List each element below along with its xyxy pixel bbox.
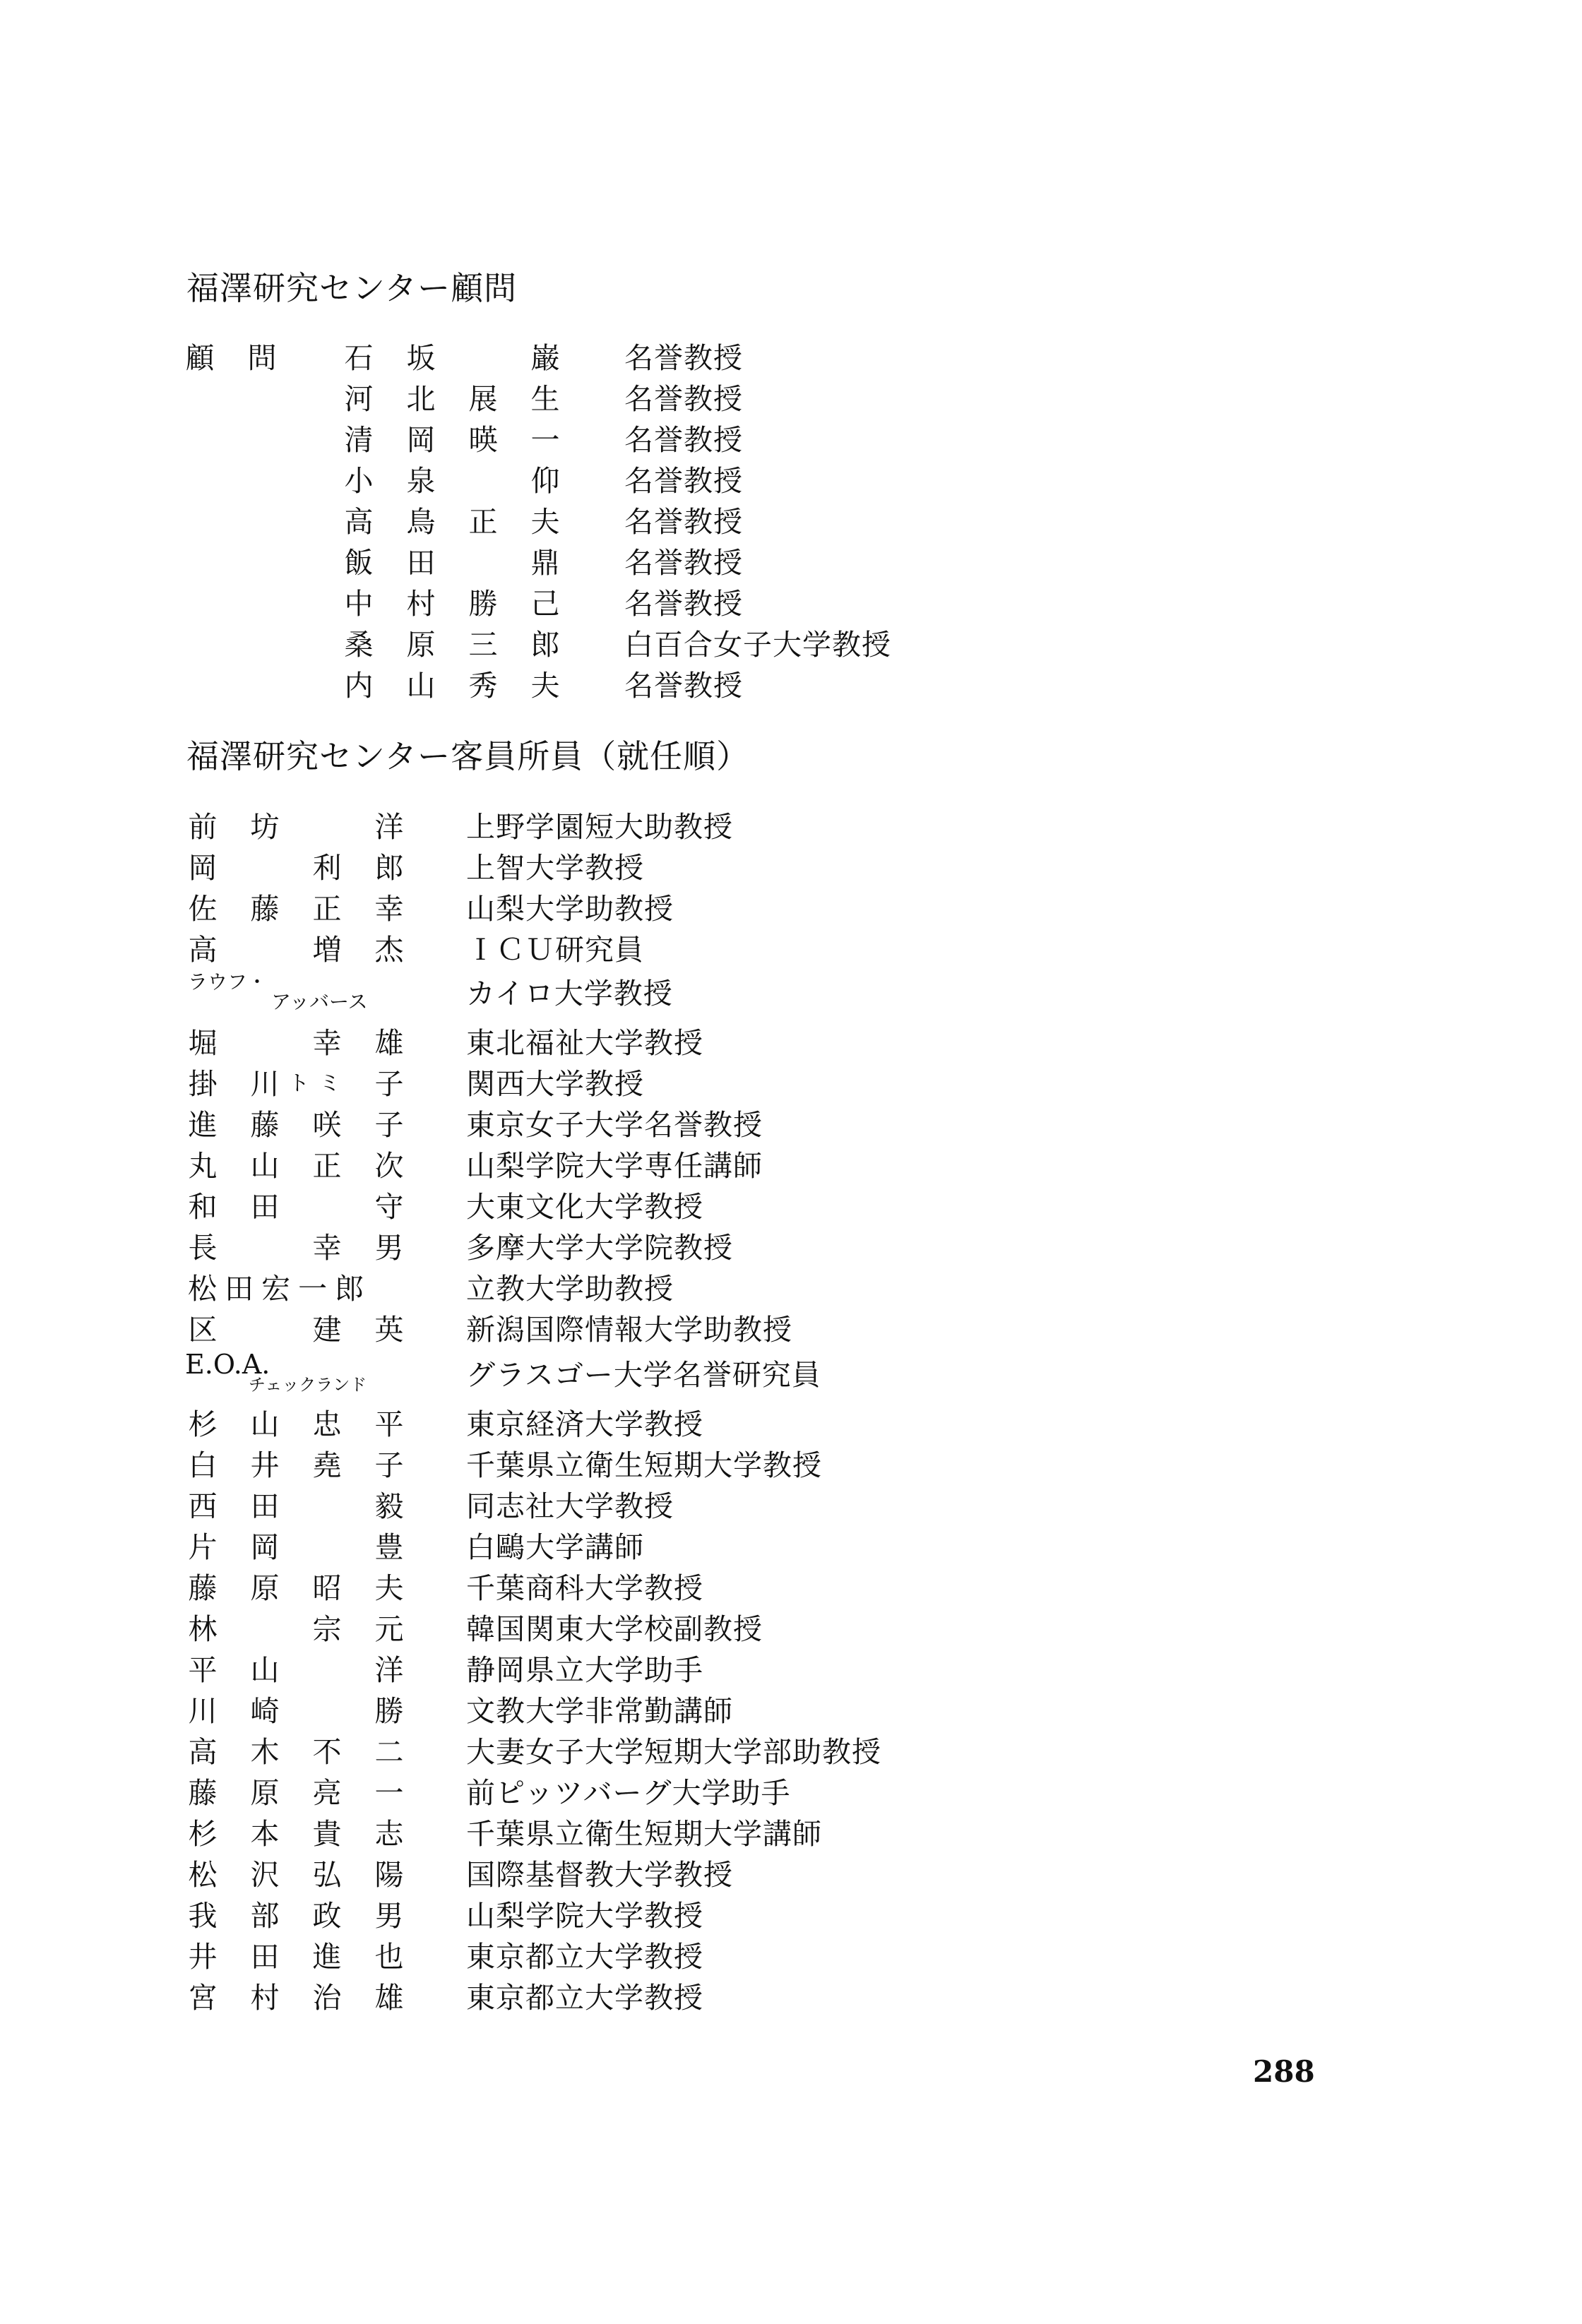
member-row <box>0 929 1582 970</box>
member-name-char: 元 <box>374 1612 404 1646</box>
member-name-char: 男 <box>374 1899 404 1933</box>
member-name-char: 原 <box>250 1571 280 1605</box>
member-name-char: 子 <box>374 1067 404 1101</box>
member-row <box>0 1936 1582 1977</box>
member-name-char: 幸 <box>374 892 404 926</box>
member-row <box>0 1145 1582 1186</box>
member-name-char: 建 <box>312 1313 342 1347</box>
member-position: 東北福祉大学教授 <box>466 1026 703 1060</box>
advisor-name-char: 夫 <box>530 505 560 539</box>
advisor-position: 名誉教授 <box>624 669 743 703</box>
advisor-name-char: 岡 <box>406 423 436 457</box>
members-heading: 福澤研究センター客員所員（就任順） <box>186 737 750 775</box>
member-name-char: 掛 <box>188 1067 218 1101</box>
member-name-char: 藤 <box>250 1108 280 1142</box>
member-position: 東京都立大学教授 <box>466 1940 703 1974</box>
member-name-char: 守 <box>374 1190 404 1224</box>
advisor-position: 名誉教授 <box>624 341 743 375</box>
advisor-name-char: 飯 <box>344 546 374 580</box>
member-name-char: 山 <box>250 1653 280 1687</box>
member-name-char: 利 <box>312 851 342 885</box>
member-position: 韓国関東大学校副教授 <box>466 1612 763 1646</box>
advisor-role-char: 問 <box>247 341 277 375</box>
member-name-char: 雄 <box>374 1981 404 2015</box>
advisor-name-char: 中 <box>344 587 374 621</box>
member-name-char: 村 <box>250 1981 280 2015</box>
advisor-name-char: 桑 <box>344 628 374 662</box>
member-name-char: 次 <box>374 1149 404 1183</box>
member-position: 多摩大学大学院教授 <box>466 1231 733 1265</box>
member-position: 東京女子大学名誉教授 <box>466 1108 763 1142</box>
member-row <box>0 970 1582 1020</box>
member-name-char: 長 <box>188 1231 218 1265</box>
member-name-char: 山 <box>250 1407 280 1441</box>
member-name-char: 昭 <box>312 1571 342 1605</box>
advisor-position: 白百合女子大学教授 <box>624 628 891 662</box>
member-position: 東京経済大学教授 <box>466 1407 703 1441</box>
member-row <box>0 1977 1582 2018</box>
member-row <box>0 1104 1582 1145</box>
advisor-name-char: 山 <box>406 669 436 703</box>
member-position: 上智大学教授 <box>466 851 644 885</box>
advisor-row <box>0 501 1582 542</box>
advisor-name-char: 小 <box>344 464 374 498</box>
member-position: 国際基督教大学教授 <box>466 1858 733 1892</box>
advisor-name-char: 暎 <box>468 423 498 457</box>
advisors-heading: 福澤研究センター顧問 <box>186 269 518 307</box>
member-row <box>0 1854 1582 1895</box>
member-name-char: 二 <box>374 1735 404 1769</box>
advisor-name-char: 鳥 <box>406 505 436 539</box>
advisor-position: 名誉教授 <box>624 546 743 580</box>
member-row <box>0 1445 1582 1486</box>
member-name-char: 部 <box>250 1899 280 1933</box>
member-name-char: 毅 <box>374 1489 404 1523</box>
member-row <box>0 1650 1582 1691</box>
member-name-char: 前 <box>188 810 218 844</box>
member-row <box>0 1732 1582 1772</box>
advisor-name-char: 生 <box>530 382 560 416</box>
member-name-char: 志 <box>374 1817 404 1851</box>
member-name-char: 亮 <box>312 1776 342 1810</box>
advisor-name-char: 巌 <box>530 341 560 375</box>
page-number: 288 <box>1253 2054 1315 2089</box>
member-name-char: 一 <box>374 1776 404 1810</box>
advisor-name-char: 勝 <box>468 587 498 621</box>
member-name-char: 郎 <box>374 851 404 885</box>
member-name-char: 治 <box>312 1981 342 2015</box>
member-position: 山梨学院大学教授 <box>466 1899 703 1933</box>
member-position: 山梨大学助教授 <box>466 892 674 926</box>
member-name-char: 堀 <box>188 1026 218 1060</box>
member-row <box>0 1895 1582 1936</box>
advisor-name-char: 北 <box>406 382 436 416</box>
member-position: 静岡県立大学助手 <box>466 1653 703 1687</box>
member-name-char: 高 <box>188 933 218 967</box>
member-position: 千葉県立衛生短期大学講師 <box>466 1817 822 1851</box>
member-name-char: 西 <box>188 1489 218 1523</box>
advisor-position: 名誉教授 <box>624 587 743 621</box>
member-position: 新潟国際情報大学助教授 <box>466 1313 792 1347</box>
member-name-char: 子 <box>374 1448 404 1482</box>
member-name-char: 山 <box>250 1149 280 1183</box>
advisor-name-char: 原 <box>406 628 436 662</box>
member-name-char: 杉 <box>188 1407 218 1441</box>
member-name-char: 杉 <box>188 1817 218 1851</box>
member-name-char: 忠 <box>312 1407 342 1441</box>
member-name-line2: アッバース <box>271 990 368 1013</box>
member-name-char: 幸 <box>312 1231 342 1265</box>
member-name-char: 区 <box>188 1313 218 1347</box>
member-name-char: 林 <box>188 1612 218 1646</box>
member-name-char: 平 <box>188 1653 218 1687</box>
member-name-char: 井 <box>250 1448 280 1482</box>
member-row <box>0 1772 1582 1813</box>
member-row <box>0 1609 1582 1650</box>
advisor-name-char: 村 <box>406 587 436 621</box>
member-name-char: 川 <box>250 1067 280 1101</box>
advisor-name-char: 清 <box>344 423 374 457</box>
member-row <box>0 1404 1582 1445</box>
member-row <box>0 888 1582 929</box>
member-name-char: 幸 <box>312 1026 342 1060</box>
member-name-char: 岡 <box>188 851 218 885</box>
advisor-position: 名誉教授 <box>624 464 743 498</box>
member-name-char: 勝 <box>374 1694 404 1728</box>
member-name-char: 洋 <box>374 1653 404 1687</box>
member-row <box>0 1527 1582 1568</box>
member-position: カイロ大学教授 <box>466 977 673 1011</box>
member-row <box>0 1568 1582 1609</box>
member-row <box>0 1486 1582 1527</box>
member-name-wide: 松 田 宏 一 郎 <box>188 1272 364 1306</box>
member-row <box>0 1268 1582 1309</box>
member-name-char: 片 <box>188 1530 218 1564</box>
advisor-name-char: 高 <box>344 505 374 539</box>
member-name-kana: トミ <box>288 1071 350 1096</box>
member-name-line1: ラウフ・ <box>188 970 268 994</box>
member-name-char: 陽 <box>374 1858 404 1892</box>
member-name-char: 田 <box>250 1489 280 1523</box>
advisor-position: 名誉教授 <box>624 505 743 539</box>
member-name-char: 坊 <box>250 810 280 844</box>
member-name-char: 藤 <box>188 1776 218 1810</box>
advisor-name-char: 坂 <box>406 341 436 375</box>
member-name-char: 藤 <box>188 1571 218 1605</box>
member-position: 白鷗大学講師 <box>466 1530 644 1564</box>
member-name-char: 進 <box>312 1940 342 1974</box>
advisor-name-char: 鼎 <box>530 546 560 580</box>
member-position: 大妻女子大学短期大学部助教授 <box>466 1735 881 1769</box>
member-name-char: 雄 <box>374 1026 404 1060</box>
member-position: 山梨学院大学専任講師 <box>466 1149 763 1183</box>
member-row <box>0 1813 1582 1854</box>
member-row <box>0 847 1582 888</box>
member-name-char: 夫 <box>374 1571 404 1605</box>
member-name-char: 田 <box>250 1940 280 1974</box>
advisor-position: 名誉教授 <box>624 423 743 457</box>
advisor-name-char: 展 <box>468 382 498 416</box>
member-row <box>0 1309 1582 1350</box>
advisor-row <box>0 542 1582 583</box>
member-name-char: 也 <box>374 1940 404 1974</box>
member-name-char: 藤 <box>250 892 280 926</box>
member-name-char: 宮 <box>188 1981 218 2015</box>
member-row <box>0 806 1582 847</box>
advisor-name-char: 三 <box>468 628 498 662</box>
member-name-char: 本 <box>250 1817 280 1851</box>
member-position: 千葉商科大学教授 <box>466 1571 703 1605</box>
advisor-position: 名誉教授 <box>624 382 743 416</box>
member-name-char: 平 <box>374 1407 404 1441</box>
advisor-name-char: 仰 <box>530 464 560 498</box>
member-position: 千葉県立衛生短期大学教授 <box>466 1448 822 1482</box>
member-name-char: 洋 <box>374 810 404 844</box>
member-name-char: 杰 <box>374 933 404 967</box>
advisor-name-char: 田 <box>406 546 436 580</box>
member-position: 関西大学教授 <box>466 1067 644 1101</box>
advisor-name-char: 郎 <box>530 628 560 662</box>
advisor-name-char: 内 <box>344 669 374 703</box>
advisor-row <box>0 338 1582 379</box>
member-name-char: 高 <box>188 1735 218 1769</box>
advisor-name-char: 己 <box>530 587 560 621</box>
member-name-char: 正 <box>312 892 342 926</box>
member-name-char: 増 <box>312 933 342 967</box>
advisor-name-char: 夫 <box>530 669 560 703</box>
member-row <box>0 1691 1582 1732</box>
member-name-char: 和 <box>188 1190 218 1224</box>
advisor-name-char: 一 <box>530 423 560 457</box>
member-name-line2: チェックランド <box>249 1375 367 1395</box>
advisor-row <box>0 419 1582 460</box>
advisor-row <box>0 624 1582 665</box>
advisor-name-char: 石 <box>344 341 374 375</box>
member-name-char: 川 <box>188 1694 218 1728</box>
member-name-char: 木 <box>250 1735 280 1769</box>
member-name-char: 政 <box>312 1899 342 1933</box>
member-position: 文教大学非常勤講師 <box>466 1694 733 1728</box>
member-position: 立教大学助教授 <box>466 1272 674 1306</box>
member-name-char: 原 <box>250 1776 280 1810</box>
member-position: グラスゴー大学名誉研究員 <box>466 1358 821 1392</box>
member-row <box>0 1349 1582 1401</box>
advisor-name-char: 秀 <box>468 669 498 703</box>
member-name-char: 佐 <box>188 892 218 926</box>
member-name-char: 不 <box>312 1735 342 1769</box>
member-name-line1: E.O.A. <box>185 1349 270 1380</box>
member-name-char: 進 <box>188 1108 218 1142</box>
member-name-char: 弘 <box>312 1858 342 1892</box>
member-name-char: 我 <box>188 1899 218 1933</box>
member-name-char: 貴 <box>312 1817 342 1851</box>
advisor-name-char: 正 <box>468 505 498 539</box>
member-position: 大東文化大学教授 <box>466 1190 703 1224</box>
member-name-char: 咲 <box>312 1108 342 1142</box>
advisor-role-char: 顧 <box>185 341 215 375</box>
member-name-char: 井 <box>188 1940 218 1974</box>
member-name-char: 宗 <box>312 1612 342 1646</box>
member-position: ＩＣＵ研究員 <box>466 933 644 967</box>
advisor-name-char: 泉 <box>406 464 436 498</box>
member-row <box>0 1227 1582 1268</box>
member-position: 東京都立大学教授 <box>466 1981 703 2015</box>
member-position: 前ピッツバーグ大学助手 <box>466 1776 791 1810</box>
member-name-char: 崎 <box>250 1694 280 1728</box>
member-name-char: 沢 <box>250 1858 280 1892</box>
member-name-char: 豊 <box>374 1530 404 1564</box>
advisor-row <box>0 379 1582 419</box>
member-name-char: 丸 <box>188 1149 218 1183</box>
member-name-char: 田 <box>250 1190 280 1224</box>
advisor-row <box>0 665 1582 706</box>
member-name-char: 白 <box>188 1448 218 1482</box>
member-name-char: 子 <box>374 1108 404 1142</box>
advisor-name-char: 河 <box>344 382 374 416</box>
member-position: 上野学園短大助教授 <box>466 810 733 844</box>
advisor-row <box>0 460 1582 501</box>
member-name-char: 堯 <box>312 1448 342 1482</box>
member-position: 同志社大学教授 <box>466 1489 674 1523</box>
member-row <box>0 1063 1582 1104</box>
member-name-char: 英 <box>374 1313 404 1347</box>
advisor-row <box>0 583 1582 624</box>
member-name-char: 松 <box>188 1858 218 1892</box>
member-name-char: 岡 <box>250 1530 280 1564</box>
member-name-char: 男 <box>374 1231 404 1265</box>
member-row <box>0 1023 1582 1063</box>
member-row <box>0 1186 1582 1227</box>
member-name-char: 正 <box>312 1149 342 1183</box>
